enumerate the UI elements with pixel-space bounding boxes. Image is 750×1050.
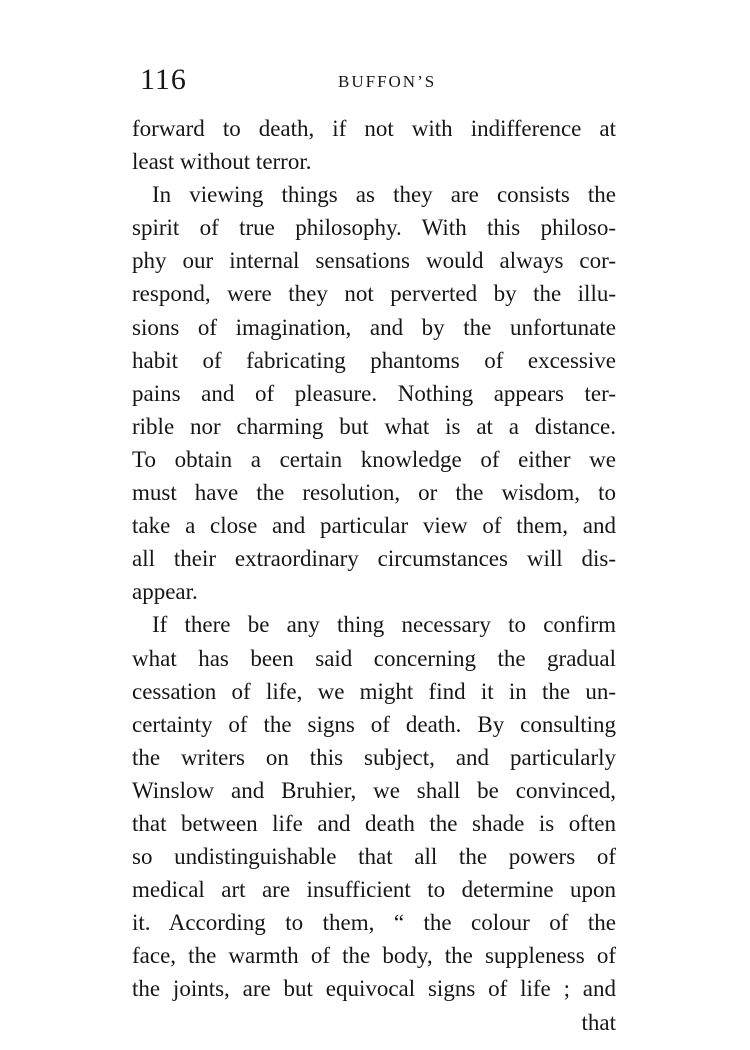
text-line: take a close and particular view of them, and (132, 513, 616, 539)
text-line: Winslow and Bruhier, we shall be convinced, (132, 777, 616, 803)
text-line: cessation of life, we might find it in the un- (132, 678, 616, 704)
text-line: least without terror. (132, 149, 312, 175)
text-line: In viewing things as they are consists the (152, 182, 616, 208)
text-line: the writers on this subject, and particularly (132, 744, 616, 770)
text-line: respond, were they not perverted by the illu- (132, 281, 616, 307)
text-line: must have the resolution, or the wisdom, to (132, 480, 616, 506)
text-line: spirit of true philosophy. With this philoso- (132, 215, 616, 241)
text-line: certainty of the signs of death. By consulting (132, 711, 616, 737)
text-line: sions of imagination, and by the unfortunate (132, 314, 616, 340)
body-text (132, 112, 616, 1039)
text-line: face, the warmth of the body, the suppleness of (132, 943, 616, 969)
catchword: that (581, 1009, 616, 1035)
text-line: To obtain a certain knowledge of either we (132, 446, 616, 472)
running-title: BUFFON’S (338, 72, 437, 91)
text-line: forward to death, if not with indifference at (132, 116, 616, 141)
text-line: so undistinguishable that all the powers of (132, 844, 616, 870)
text-line: that between life and death the shade is often (132, 810, 616, 836)
text-line: appear. (132, 579, 198, 605)
text-line: pains and of pleasure. Nothing appears ter- (132, 380, 616, 406)
text-line: all their extraordinary circumstances will dis- (132, 546, 616, 572)
text-line: rible nor charming but what is at a distance. (132, 413, 616, 439)
page-number: 116 (140, 63, 187, 96)
running-head (140, 62, 610, 102)
text-line: If there be any thing necessary to confirm (152, 612, 616, 638)
text-line: phy our internal sensations would always cor- (132, 248, 616, 274)
text-line: habit of fabricating phantoms of excessive (132, 347, 616, 373)
text-line: it. According to them, “ the colour of the (132, 910, 616, 936)
text-line: medical art are insufficient to determine upon (132, 877, 616, 903)
text-line: the joints, are but equivocal signs of life ; and (132, 976, 616, 1002)
text-line: what has been said concerning the gradual (132, 645, 616, 671)
